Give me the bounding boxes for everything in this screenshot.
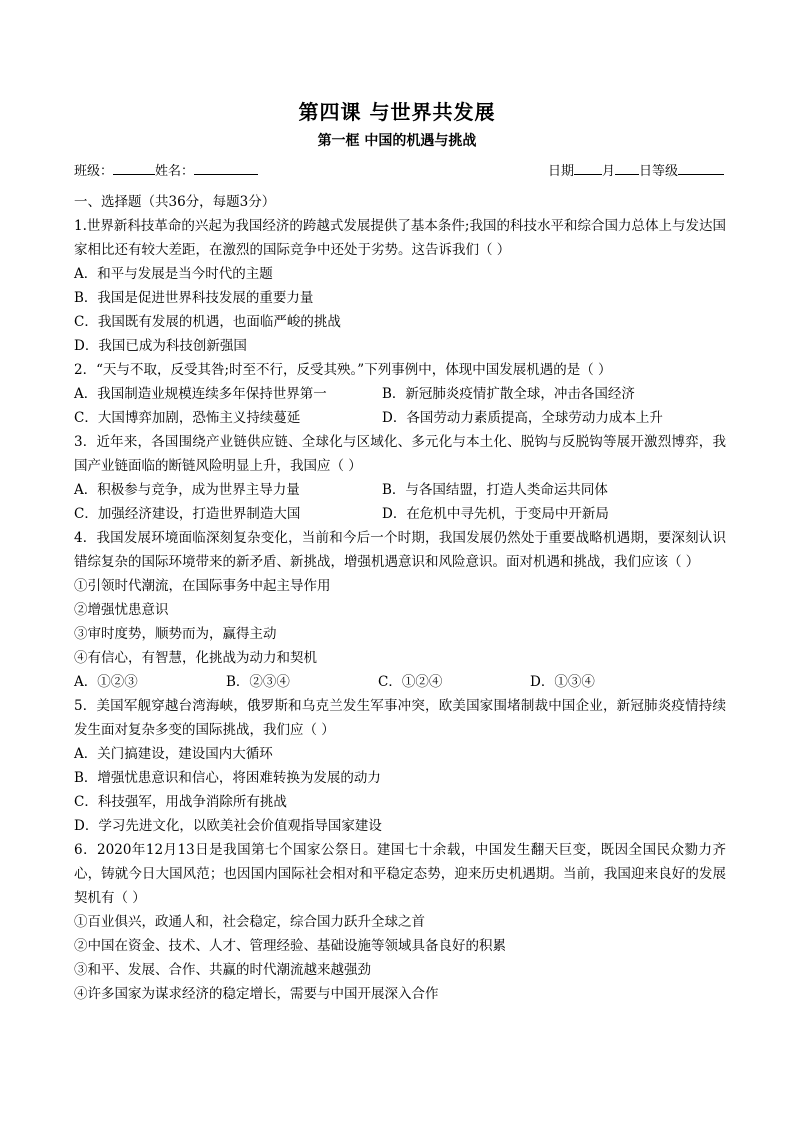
question-6-item-2: ②中国在资金、技术、人才、管理经验、基础设施等领域具备良好的积累 [74, 938, 506, 954]
section-subtitle: 第一框 中国的机遇与挑战 [317, 133, 477, 149]
question-1-option-a[interactable]: A．和平与发展是当今时代的主题 [74, 266, 273, 282]
question-4-item-4: ④有信心，有智慧，化挑战为动力和契机 [74, 650, 317, 666]
class-blank[interactable] [113, 160, 155, 175]
question-6-item-1: ①百业俱兴，政通人和，社会稳定，综合国力跃升全球之首 [74, 914, 425, 930]
question-3-options-row-2 [74, 502, 726, 526]
question-2-option-d[interactable]: D．各国劳动力素质提高，全球劳动力成本上升 [382, 410, 663, 426]
month-label: 月 [601, 164, 615, 179]
class-name-fields [74, 160, 258, 179]
question-6-item-4: ④许多国家为谋求经济的稳定增长，需要与中国开展深入合作 [74, 986, 439, 1002]
date-blank[interactable] [574, 160, 602, 175]
question-4-option-a[interactable]: A．①②③ [74, 674, 138, 690]
question-2-option-a[interactable]: A．我国制造业规模连续多年保持世界第一 [74, 386, 327, 402]
question-3-stem: 3．近年来，各国围绕产业链供应链、全球化与区域化、多元化与本土化、脱钩与反脱钩等展开激烈博弈，我国产业链面临的断链风险明显上升，我国应（ ） [74, 434, 726, 474]
question-1-option-c[interactable]: C．我国既有发展的机遇，也面临严峻的挑战 [74, 314, 341, 330]
question-6-item-3: ③和平、发展、合作、共赢的时代潮流越来越强劲 [74, 962, 371, 978]
question-2-option-c[interactable]: C．大国博弈加剧，恐怖主义持续蔓延 [74, 410, 301, 426]
question-3-option-a[interactable]: A．积极参与竞争，成为世界主导力量 [74, 482, 300, 498]
question-4-option-c[interactable]: C．①②④ [378, 674, 443, 690]
question-5-option-b[interactable]: B．增强忧患意识和信心，将困难转换为发展的动力 [74, 770, 381, 786]
question-4-item-2: ②增强忧患意识 [74, 602, 169, 618]
lesson-title: 第四课 与世界共发展 [298, 100, 496, 124]
question-3-options-row-1 [74, 478, 726, 502]
question-4-options-row [74, 670, 726, 694]
question-3-option-c[interactable]: C．加强经济建设，打造世界制造大国 [74, 506, 301, 522]
question-2-options-row-2 [74, 406, 726, 430]
question-4-option-d[interactable]: D．①③④ [530, 674, 595, 690]
question-2-options-row-1 [74, 382, 726, 406]
question-1-option-d[interactable]: D．我国已成为科技创新强国 [74, 338, 247, 354]
class-label: 班级： [74, 164, 114, 179]
student-info-row [74, 160, 724, 180]
question-6-stem: 6．2020年12月13日是我国第七个国家公祭日。建国七十余载，中国发生翻天巨变，既因全国民众勠力齐心，铸就今日大国风范；也因国内国际社会相对和平稳定态势，迎来历史机遇期。当前，我国迎来良好的发展契机有（ ） [74, 842, 726, 906]
question-1-stem: 1.世界新科技革命的兴起为我国经济的跨越式发展提供了基本条件;我国的科技水平和综合国力总体上与发达国家相比还有较大差距，在激烈的国际竞争中还处于劣势。这告诉我们（ ） [74, 218, 726, 258]
section-heading: 一、选择题（共36分，每题3分） [74, 194, 276, 210]
question-4-item-3: ③审时度势，顺势而为，赢得主动 [74, 626, 277, 642]
question-5-option-d[interactable]: D．学习先进文化，以欧美社会价值观指导国家建设 [74, 818, 382, 834]
date-label: 日期 [547, 164, 574, 179]
question-3-option-d[interactable]: D．在危机中寻先机，于变局中开新局 [382, 506, 609, 522]
day-grade-label: 日等级 [638, 164, 678, 179]
question-5-option-a[interactable]: A．关门搞建设，建设国内大循环 [74, 746, 273, 762]
grade-blank[interactable] [678, 160, 724, 175]
question-4-stem: 4．我国发展环境面临深刻复杂变化，当前和今后一个时期，我国发展仍然处于重要战略机遇期，要深刻认识错综复杂的国际环境带来的新矛盾、新挑战，增强机遇意识和风险意识。面对机遇和挑战，我们应该（ ） [74, 530, 726, 570]
question-2-option-b[interactable]: B．新冠肺炎疫情扩散全球，冲击各国经济 [382, 386, 635, 402]
name-blank[interactable] [194, 160, 258, 175]
question-2-stem: 2．“天与不取，反受其咎;时至不行，反受其殃。”下列事例中，体现中国发展机遇的是（ ） [74, 362, 612, 378]
date-grade-fields [548, 160, 724, 179]
question-3-option-b[interactable]: B．与各国结盟，打造人类命运共同体 [382, 482, 608, 498]
question-4-item-1: ①引领时代潮流，在国际事务中起主导作用 [74, 578, 331, 594]
day-blank[interactable] [615, 160, 639, 175]
question-list [74, 190, 726, 1006]
question-5-stem: 5．美国军舰穿越台湾海峡，俄罗斯和乌克兰发生军事冲突，欧美国家围堵制裁中国企业，新冠肺炎疫情持续发生面对复杂多变的国际挑战，我们应（ ） [74, 698, 726, 738]
question-5-option-c[interactable]: C．科技强军，用战争消除所有挑战 [74, 794, 287, 810]
question-1-option-b[interactable]: B．我国是促进世界科技发展的重要力量 [74, 290, 314, 306]
question-4-option-b[interactable]: B．②③④ [226, 674, 290, 690]
name-label: 姓名： [155, 164, 195, 179]
